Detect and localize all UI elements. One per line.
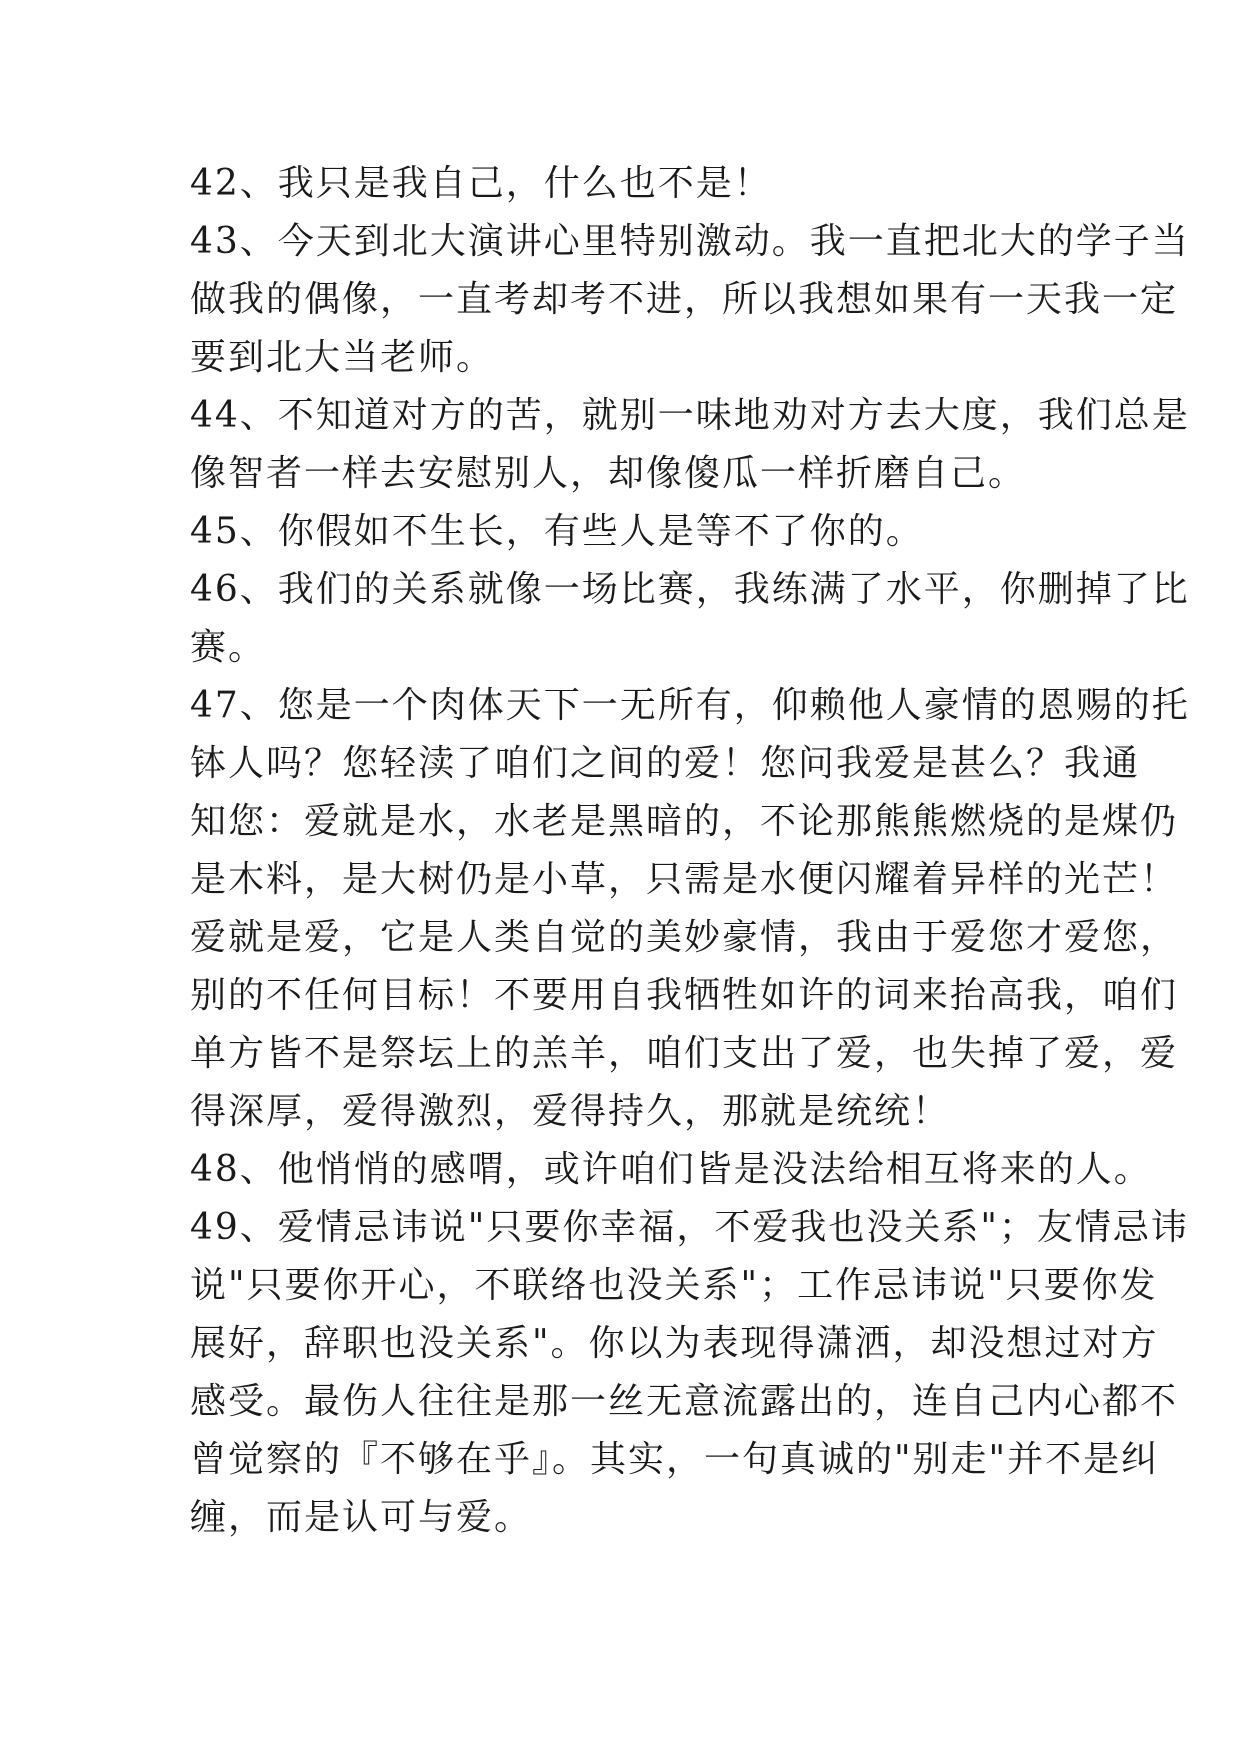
- paragraph-49: [190, 1199, 1189, 1547]
- text-line: 45、你假如不生长，有些人是等不了你的。: [190, 511, 924, 552]
- text-line: 是木料，是大树仍是小草，只需是水便闪耀着异样的光芒！: [190, 859, 1179, 900]
- text-line: 说"只要你开心，不联络也没关系"；工作忌讳说"只要你发: [190, 1265, 1158, 1306]
- text-line: 单方皆不是祭坛上的羔羊，咱们支出了爱，也失掉了爱，爱: [190, 1033, 1179, 1074]
- text-line: 要到北大当老师。: [190, 337, 495, 378]
- paragraph-45: [190, 503, 1060, 561]
- text-line: 做我的偶像，一直考却考不进，所以我想如果有一天我一定: [190, 279, 1179, 320]
- paragraph-46: [190, 561, 1190, 677]
- text-line: 曾觉察的『不够在乎』。其实，一句真诚的"别走"并不是纠: [190, 1439, 1160, 1480]
- text-line: 49、爱情忌讳说"只要你幸福，不爱我也没关系"；友情忌讳: [190, 1207, 1189, 1248]
- document-body: [190, 155, 1190, 1547]
- text-line: 感受。最伤人往往是那一丝无意流露出的，连自己内心都不: [190, 1381, 1179, 1422]
- text-line: 缠，而是认可与爱。: [190, 1497, 533, 1538]
- text-line: 知您：爱就是水，水老是黑暗的，不论那熊熊燃烧的是煤仍: [190, 801, 1179, 842]
- text-line: 赛。: [190, 627, 267, 668]
- paragraph-42: [190, 155, 1060, 213]
- text-line: 展好，辞职也没关系"。你以为表现得潇洒，却没想过对方: [190, 1323, 1159, 1364]
- text-line: 44、不知道对方的苦，就别一味地劝对方去大度，我们总是: [190, 395, 1190, 436]
- text-line: 42、我只是我自己，什么也不是！: [190, 163, 772, 204]
- text-line: 钵人吗？您轻渎了咱们之间的爱！您问我爱是甚么？我通: [190, 743, 1141, 784]
- text-line: 像智者一样去安慰别人，却像傻瓜一样折磨自己。: [190, 453, 1027, 494]
- paragraph-48: [190, 1141, 1152, 1199]
- paragraph-43: [190, 213, 1190, 387]
- text-line: 得深厚，爱得激烈，爱得持久，那就是统统！: [190, 1091, 951, 1132]
- text-line: 别的不任何目标！不要用自我牺牲如许的词来抬高我，咱们: [190, 975, 1179, 1016]
- text-line: 爱就是爱，它是人类自觉的美妙豪情，我由于爱您才爱您，: [190, 917, 1179, 958]
- text-line: 47、您是一个肉体天下一无所有，仰赖他人豪情的恩赐的托: [190, 685, 1190, 726]
- text-line: 48、他悄悄的感喟，或许咱们皆是没法给相互将来的人。: [190, 1149, 1152, 1190]
- text-line: 43、今天到北大演讲心里特别激动。我一直把北大的学子当: [190, 221, 1190, 262]
- text-line: 46、我们的关系就像一场比赛，我练满了水平，你删掉了比: [190, 569, 1190, 610]
- paragraph-47: [190, 677, 1190, 1141]
- paragraph-44: [190, 387, 1190, 503]
